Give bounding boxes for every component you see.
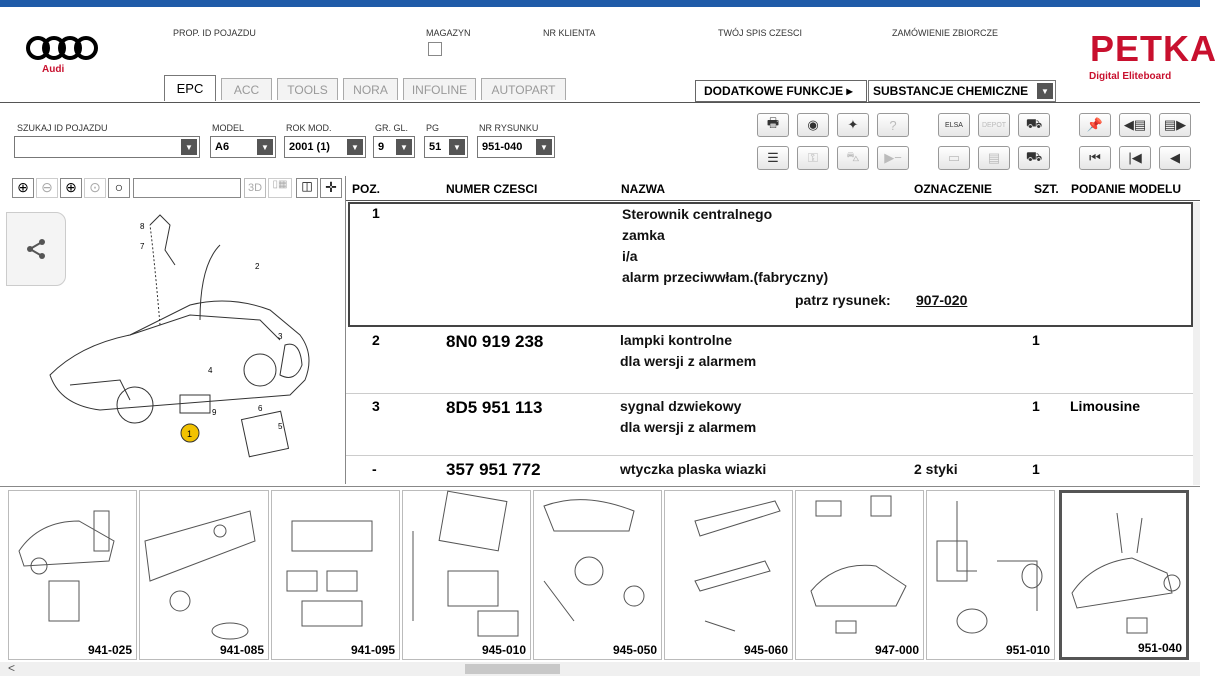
document-icon[interactable]: ▤ <box>978 146 1010 170</box>
nr-klienta-label: NR KLIENTA <box>543 28 596 38</box>
thumbnail-drawing <box>272 491 397 641</box>
table-row[interactable] <box>348 202 1193 327</box>
tab-epc[interactable]: EPC <box>164 75 216 101</box>
drawing-value: 951-040 <box>482 141 523 153</box>
thumbnail[interactable] <box>8 490 137 660</box>
table-header-divider <box>346 200 1200 201</box>
row-name-line: dla wersji z alarmem <box>620 353 757 369</box>
chevron-down-icon: ▼ <box>396 139 412 155</box>
disc-icon[interactable]: ◉ <box>797 113 829 137</box>
row-name-line: lampki kontrolne <box>620 332 733 348</box>
chevron-down-icon: ▼ <box>257 139 273 155</box>
chevron-down-icon: ▼ <box>536 139 552 155</box>
grid-icon[interactable]: ▯▦ <box>268 178 292 198</box>
car-icon[interactable]: ⛍ <box>837 146 869 170</box>
brand-label: Audi <box>42 64 65 75</box>
row-mark: 2 styki <box>914 461 958 477</box>
callout-5[interactable]: 5 <box>278 422 283 431</box>
row-qty: 1 <box>1032 461 1040 477</box>
question-icon[interactable]: ? <box>877 113 909 137</box>
chevron-down-icon: ▼ <box>181 139 197 155</box>
year-value: 2001 (1) <box>289 141 330 153</box>
table-row[interactable] <box>348 330 1193 390</box>
row-divider <box>346 455 1198 456</box>
zoom-in-icon[interactable]: ⊕ <box>12 178 34 198</box>
ref-link[interactable]: 907-020 <box>916 292 968 308</box>
row-name-line: wtyczka plaska wiazki <box>620 461 767 477</box>
table-scrollbar[interactable] <box>1193 202 1200 485</box>
petka-subtitle: Digital Eliteboard <box>1089 71 1172 82</box>
ref-label: patrz rysunek: <box>795 292 891 308</box>
gr-select[interactable] <box>373 136 415 158</box>
prop-id-label: PROP. ID POJAZDU <box>173 28 256 38</box>
col-part-number[interactable]: NUMER CZESCI <box>446 182 538 196</box>
split-view-icon[interactable]: ◫ <box>296 178 318 198</box>
row-name-line: dla wersji z alarmem <box>620 419 757 435</box>
row-name-line: alarm przeciwwłam.(fabryczny) <box>622 269 829 285</box>
table-row[interactable] <box>348 396 1193 456</box>
drawing-select[interactable] <box>477 136 555 158</box>
spis-label: TWÓJ SPIS CZESCI <box>718 28 803 38</box>
callout-3[interactable]: 3 <box>278 332 283 341</box>
callout-9[interactable]: 9 <box>212 408 217 417</box>
thumbnail-drawing <box>927 491 1052 641</box>
model-label: MODEL <box>212 123 245 133</box>
page-prev-icon[interactable]: ◀▤ <box>1119 113 1151 137</box>
pg-select[interactable] <box>424 136 468 158</box>
scroll-left-icon[interactable]: < <box>8 661 16 675</box>
col-model[interactable]: PODANIE MODELU <box>1071 182 1182 196</box>
row-part-number[interactable]: 8D5 951 113 <box>446 398 543 417</box>
elsa-icon[interactable]: ELSA <box>938 113 970 137</box>
zoom-out-icon[interactable]: ⊖ <box>36 178 58 198</box>
thumbnail-label: 947-000 <box>874 643 919 657</box>
pin-icon[interactable]: 📌 <box>1079 113 1111 137</box>
thumbnail-label: 951-010 <box>1005 643 1050 657</box>
thumbnail[interactable] <box>139 490 269 660</box>
viewer-toolbar <box>0 176 344 200</box>
thumbnail[interactable] <box>664 490 793 660</box>
callout-1[interactable]: 1 <box>187 429 193 439</box>
row-name-line: Sterownik centralnego <box>622 206 773 222</box>
print-icon[interactable]: 🖶 <box>757 113 789 137</box>
row-part-number[interactable]: 8N0 919 238 <box>446 332 544 351</box>
search-icon[interactable]: ○ <box>108 178 130 198</box>
depot-icon[interactable]: DEPOT <box>978 113 1010 137</box>
gr-label: GR. GL. <box>375 123 409 133</box>
window-icon[interactable]: ▭ <box>938 146 970 170</box>
extra-functions-button[interactable]: DODATKOWE FUNKCJE ▸ <box>695 80 867 102</box>
thumbnail-drawing <box>665 491 790 641</box>
pg-label: PG <box>426 123 440 133</box>
search-id-label: SZUKAJ ID POJAZDU <box>17 123 108 133</box>
thumbnail-selected[interactable] <box>1059 490 1189 660</box>
thumbnail-label: 945-060 <box>743 643 788 657</box>
row-part-number[interactable]: 357 951 772 <box>446 460 541 479</box>
row-name-line: i/a <box>622 248 638 264</box>
row-pos: 2 <box>372 332 380 348</box>
year-label: ROK MOD. <box>286 123 332 133</box>
header-divider <box>0 102 1200 103</box>
scrollbar-thumb[interactable] <box>465 664 560 674</box>
drawing-label: NR RYSUNKU <box>479 123 539 133</box>
cart-add-icon[interactable]: ⛟ <box>1018 146 1050 170</box>
parts-diagram[interactable] <box>40 205 340 475</box>
row-qty: 1 <box>1032 332 1040 348</box>
view-3d-button[interactable]: 3D <box>244 178 266 198</box>
back-icon[interactable]: ◀ <box>1159 146 1191 170</box>
thumbnail[interactable] <box>533 490 662 660</box>
tab-infoline[interactable]: INFOLINE <box>403 78 476 100</box>
page-next-icon[interactable]: ▤▶ <box>1159 113 1191 137</box>
car-body-outline <box>50 301 309 410</box>
magazyn-checkbox[interactable] <box>428 42 442 56</box>
chevron-down-icon: ▼ <box>449 139 465 155</box>
magazyn-label: MAGAZYN <box>426 28 471 38</box>
list-icon[interactable]: ☰ <box>757 146 789 170</box>
thumbnail[interactable] <box>926 490 1055 660</box>
row-pos: 3 <box>372 398 380 414</box>
callout-2[interactable]: 2 <box>255 262 260 271</box>
thumbnail-drawing <box>140 491 265 641</box>
callout-7[interactable]: 7 <box>140 242 145 251</box>
petka-logo: PETKA <box>1090 28 1217 69</box>
extra-functions-select[interactable] <box>868 80 1056 102</box>
thumbnail-drawing <box>796 491 921 641</box>
zoom-fit-icon[interactable]: ⊕ <box>60 178 82 198</box>
key-icon[interactable]: ⚿ <box>797 146 829 170</box>
thumbnail-label: 941-025 <box>87 643 132 657</box>
model-select[interactable] <box>210 136 276 158</box>
thumbnail-drawing <box>1062 493 1186 639</box>
tab-autopart[interactable]: AUTOPART <box>481 78 566 100</box>
prev-icon[interactable]: |◀ <box>1119 146 1151 170</box>
audi-logo-icon <box>25 33 99 63</box>
thumbnail-drawing <box>403 491 528 641</box>
handshake-icon[interactable]: ✦ <box>837 113 869 137</box>
thumbnail-label: 941-085 <box>219 643 264 657</box>
chevron-down-icon: ▼ <box>1037 83 1053 99</box>
panel-divider <box>345 176 346 484</box>
gr-value: 9 <box>378 141 385 153</box>
thumbnail-drawing <box>9 491 134 641</box>
thumbnail-label: 951-040 <box>1137 641 1182 655</box>
thumbs-divider <box>0 486 1200 487</box>
row-divider <box>346 393 1198 394</box>
cart-icon[interactable]: ⛟ <box>1018 113 1050 137</box>
callout-4[interactable]: 4 <box>208 366 213 375</box>
top-accent-bar <box>0 0 1200 7</box>
col-mark[interactable]: OZNACZENIE <box>914 182 992 196</box>
model-value: A6 <box>215 141 230 153</box>
viewer-search-input[interactable] <box>133 178 241 198</box>
thumbnail-label: 941-095 <box>350 643 395 657</box>
row-name-line: sygnal dzwiekowy <box>620 398 742 414</box>
chevron-down-icon: ▼ <box>347 139 363 155</box>
play-minus-icon[interactable]: ▶− <box>877 146 909 170</box>
row-pos: - <box>372 461 377 477</box>
extra-select-value: SUBSTANCJE CHEMICZNE <box>873 84 1029 98</box>
thumbnail-label: 945-010 <box>481 643 526 657</box>
row-model: Limousine <box>1070 398 1141 414</box>
tab-acc[interactable]: ACC <box>221 78 272 100</box>
tab-tools[interactable]: TOOLS <box>277 78 338 100</box>
zoom-100-icon[interactable]: ⊙ <box>84 178 106 198</box>
thumbnail[interactable] <box>795 490 924 660</box>
row-pos: 1 <box>372 205 380 221</box>
col-name[interactable]: NAZWA <box>621 182 665 196</box>
thumbnail[interactable] <box>402 490 531 660</box>
col-pos[interactable]: POZ. <box>352 182 381 196</box>
row-qty: 1 <box>1032 398 1040 414</box>
tab-nora[interactable]: NORA <box>343 78 398 100</box>
first-icon[interactable]: ⏮ <box>1079 146 1111 170</box>
search-id-input[interactable] <box>14 136 200 158</box>
year-select[interactable] <box>284 136 366 158</box>
callout-6[interactable]: 6 <box>258 404 263 413</box>
col-qty[interactable]: SZT. <box>1034 182 1059 196</box>
thumbnail-drawing <box>534 491 659 641</box>
row-name-line: zamka <box>622 227 665 243</box>
table-row[interactable] <box>348 459 1193 485</box>
move-icon[interactable]: ✛ <box>320 178 342 198</box>
thumbnail-label: 945-050 <box>612 643 657 657</box>
thumbnail[interactable] <box>271 490 400 660</box>
callout-8[interactable]: 8 <box>140 222 145 231</box>
horizontal-scrollbar[interactable] <box>0 662 1200 676</box>
pg-value: 51 <box>429 141 442 153</box>
zamowienie-label: ZAMÓWIENIE ZBIORCZE <box>892 28 999 38</box>
